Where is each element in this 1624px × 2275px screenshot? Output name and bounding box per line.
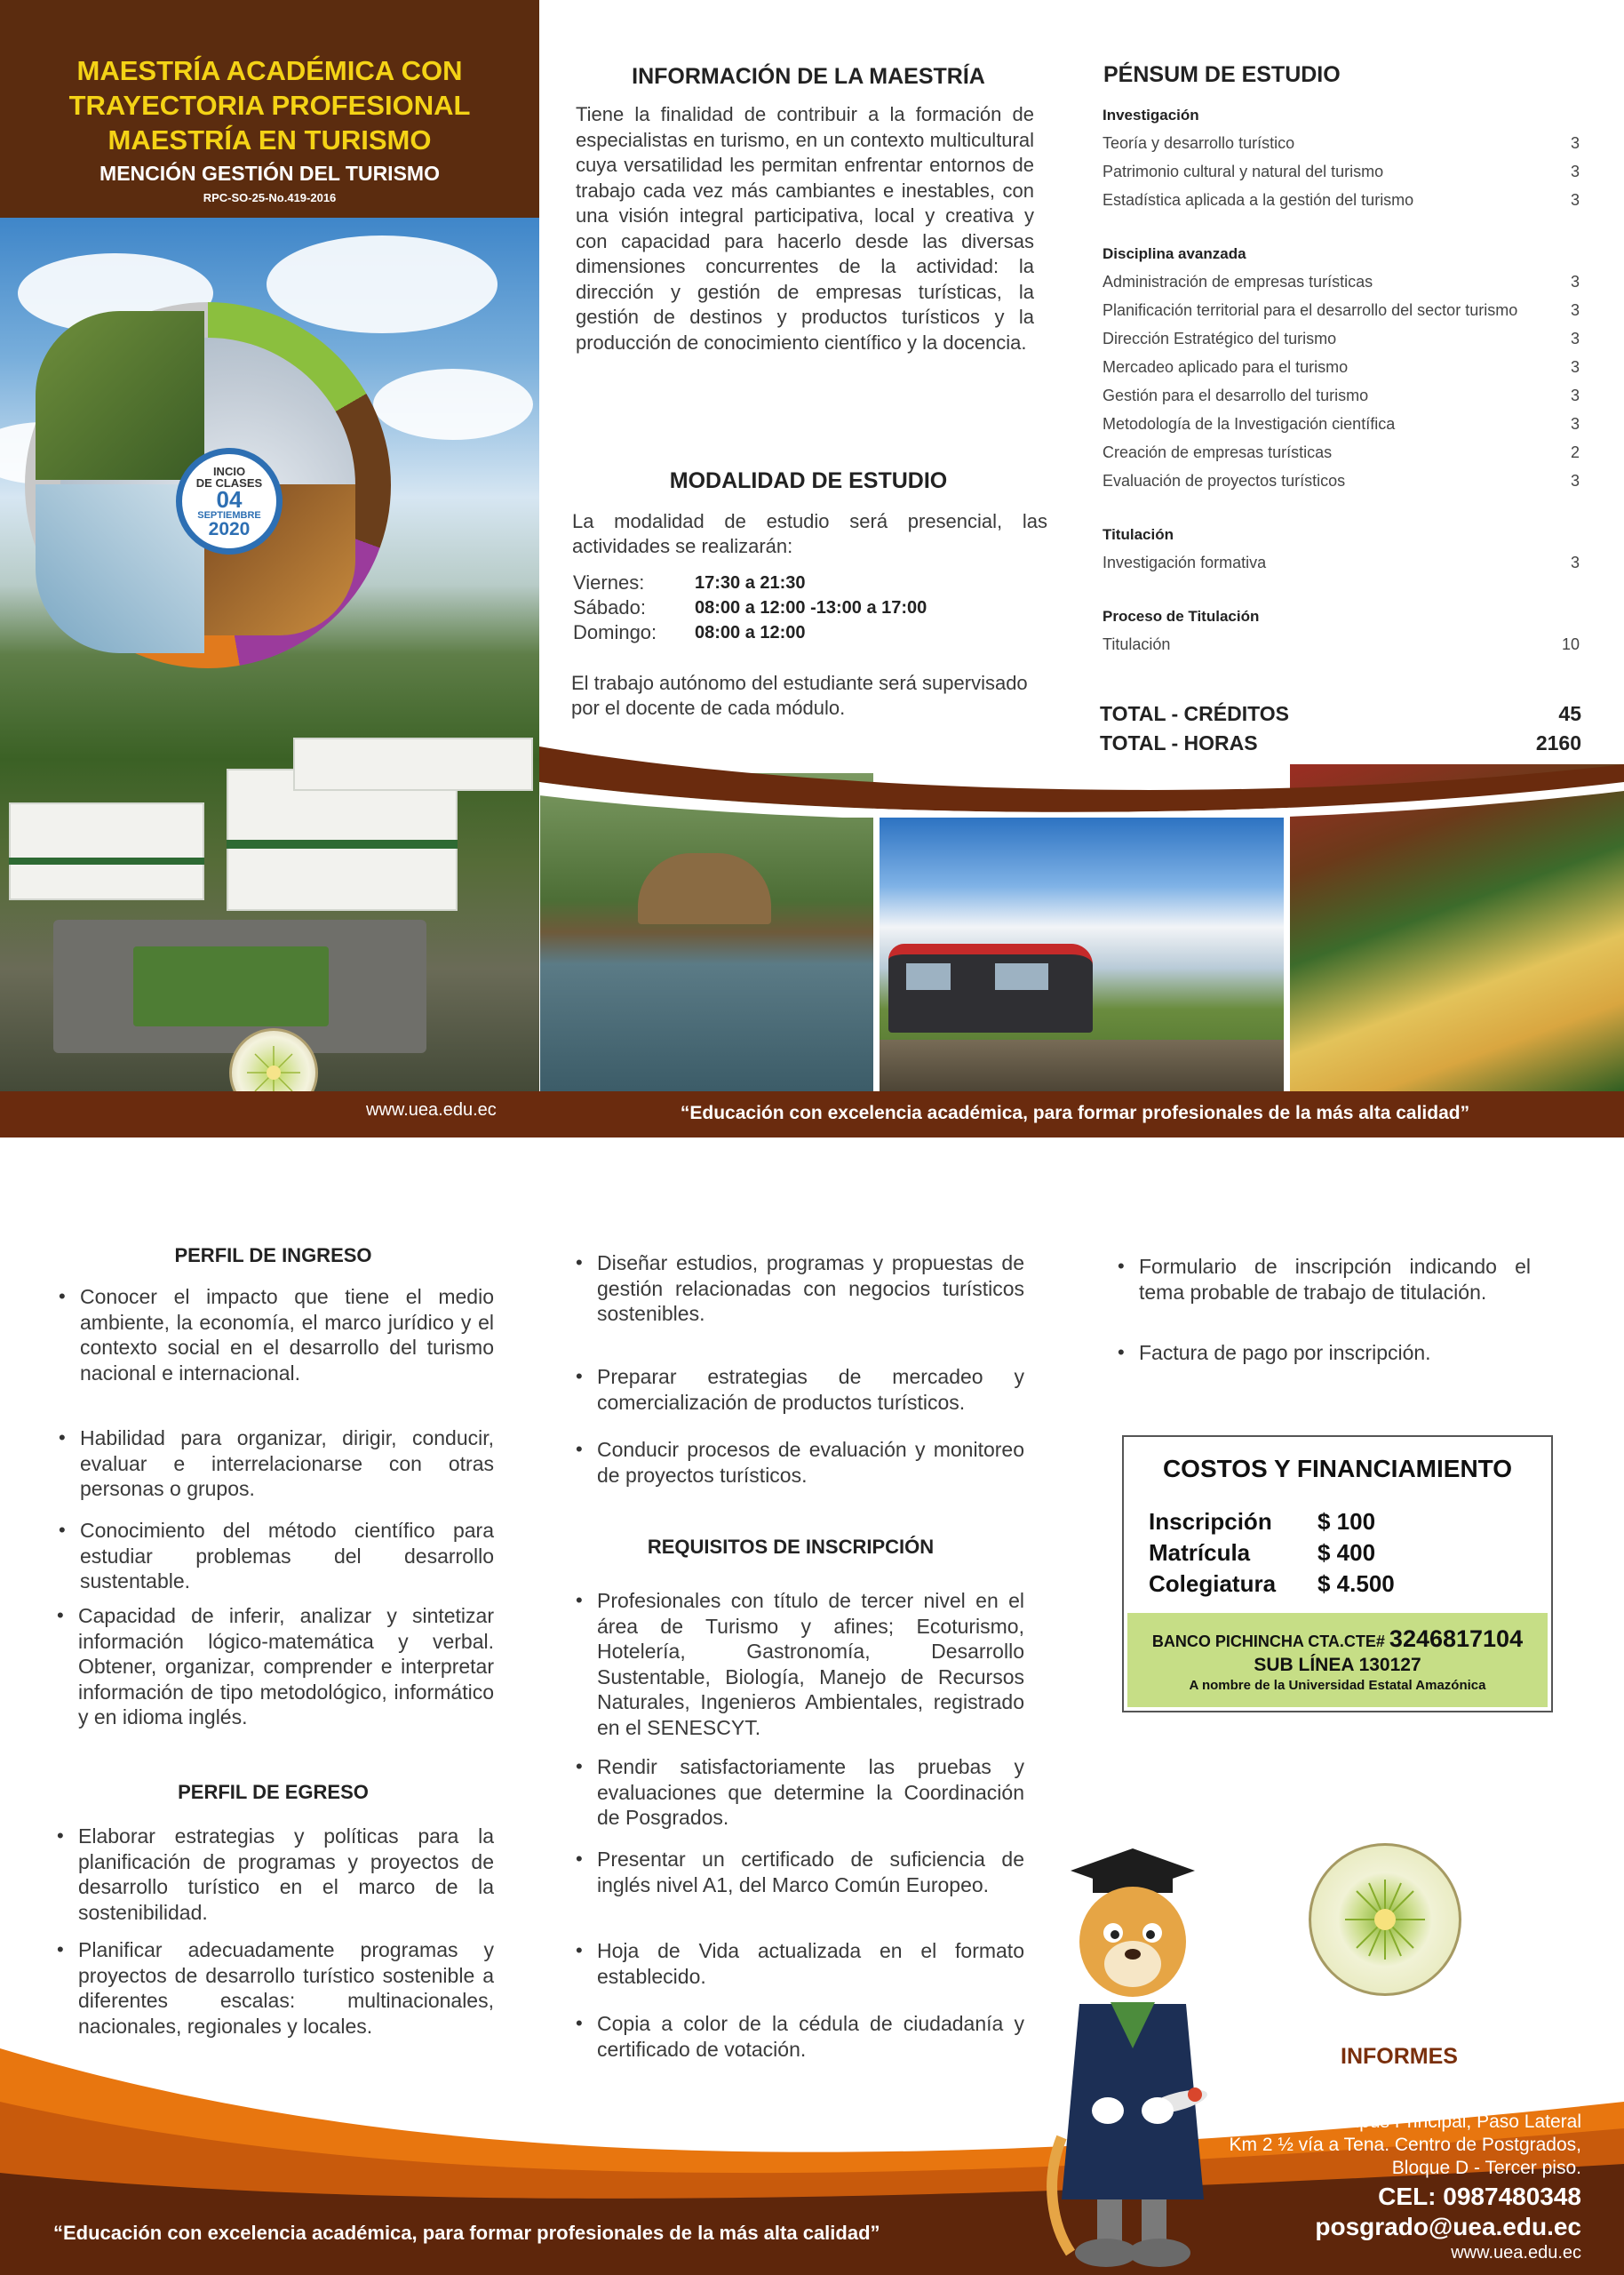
- badge-photo-landscape: [36, 311, 204, 480]
- subject-credits: 2: [1570, 443, 1580, 461]
- bullet-list: [59, 1518, 494, 1594]
- pensum-item: [1103, 438, 1580, 467]
- subject-name: Evaluación de proyectos turísticos: [1103, 472, 1346, 490]
- cost-label: Matrícula: [1149, 1539, 1251, 1566]
- list-item: • Capacidad de inferir, analizar y sintetizar información lógico-matemática y verbal. Obtener, organizar, comprender e interpretar información de tipo metodológico, informático y en idioma inglés.: [57, 1603, 494, 1730]
- list-item: • Copia a color de la cédula de ciudadanía y certificado de votación.: [576, 2011, 1024, 2062]
- list-item: • Formulario de inscripción indicando el tema probable de trabajo de titulación.: [1118, 1254, 1531, 1305]
- schedule-hours: 08:00 a 12:00: [695, 623, 806, 643]
- subject-name: Mercadeo aplicado para el turismo: [1103, 358, 1349, 376]
- info-paragraph: Tiene la finalidad de contribuir a la formación de especialistas en turismo, en un contexto multicultural cuya versatilidad les permitan enfrentar entornos de trabajo cada vez más cambiantes e inestables, con una visión integral participativa, local y creativa y con capacidad para hacerlo desde las diversas dimensiones concurrentes de la actividad: la dirección y gestión de empresas turísticas, la gestión de destinos y productos turísticos y la producción de conocimiento científico y la docencia.: [576, 103, 1034, 354]
- pensum-group-title: Proceso de Titulación: [1103, 608, 1260, 625]
- start-month: SEPTIEMBRE: [197, 510, 261, 521]
- brochure-header: [0, 0, 539, 218]
- bullet-list: [576, 1754, 1024, 1831]
- phone-number[interactable]: CEL: 0987480348: [1378, 2183, 1581, 2210]
- subject-credits: 3: [1570, 387, 1580, 404]
- total-credits-value: 45: [1558, 702, 1581, 725]
- pensum-item: [1103, 157, 1580, 186]
- subject-name: Titulación: [1103, 635, 1171, 653]
- subject-credits: 3: [1570, 330, 1580, 347]
- bullet-list: [57, 1603, 494, 1730]
- subject-name: Teoría y desarrollo turístico: [1103, 134, 1295, 152]
- list-item: • Elaborar estrategias y políticas para la planificación de programas y proyectos de desarrollo turístico en el marco de la sostenibilidad.: [57, 1824, 494, 1925]
- list-item: • Habilidad para organizar, dirigir, conducir, evaluar e interrelacionarse con otras personas o grupos.: [59, 1425, 494, 1502]
- subject-name: Dirección Estratégico del turismo: [1103, 330, 1337, 347]
- subject-name: Estadística aplicada a la gestión del turismo: [1103, 191, 1414, 209]
- subject-credits: 3: [1570, 301, 1580, 319]
- subject-credits: 10: [1561, 635, 1580, 653]
- list-item: • Conducir procesos de evaluación y monitoreo de proyectos turísticos.: [576, 1437, 1024, 1488]
- pensum-item: [1103, 467, 1580, 495]
- cost-value: $ 400: [1318, 1539, 1376, 1566]
- modality-note: El trabajo autónomo del estudiante será supervisado por el docente de cada módulo.: [571, 672, 1028, 719]
- informes-title: INFORMES: [1341, 2044, 1458, 2069]
- bullet-list: [576, 1847, 1024, 1897]
- list-item: • Diseñar estudios, programas y propuestas de gestión relacionadas con negocios turísticos sostenibles.: [576, 1250, 1024, 1327]
- schedule-hours: 17:30 a 21:30: [695, 573, 806, 593]
- brown-wave: [0, 746, 1624, 818]
- address-line: UEA-Campus Principal, Paso Lateral: [1275, 2111, 1581, 2132]
- schedule-table: [573, 571, 1053, 646]
- cost-row: [1149, 1570, 1504, 1600]
- schedule-day: Sábado:: [573, 596, 646, 619]
- subject-name: Administración de empresas turísticas: [1103, 273, 1373, 291]
- pensum-group-title: Investigación: [1103, 107, 1199, 124]
- pensum-list: [1103, 102, 1580, 659]
- list-item: • Planificar adecuadamente programas y proyectos de desarrollo turístico sostenible a diferentes escalas: multinacionales, nacionales, regionales y locales.: [57, 1937, 494, 2039]
- perfil-egreso-title: PERFIL DE EGRESO: [178, 1781, 369, 1803]
- modality-text: La modalidad de estudio será presencial, las actividades se realizarán:: [572, 510, 1047, 557]
- email-link[interactable]: posgrado@uea.edu.ec: [1315, 2213, 1581, 2240]
- bullet-list: [576, 1364, 1024, 1415]
- pensum-item: [1103, 381, 1580, 410]
- mention-subtitle: MENCIÓN GESTIÓN DEL TURISMO: [100, 162, 440, 185]
- bullet-list: [1118, 1254, 1531, 1305]
- schedule-row: [573, 571, 1053, 596]
- cost-row: [1149, 1539, 1504, 1569]
- cost-label: Inscripción: [1149, 1508, 1272, 1535]
- pensum-item: [1103, 186, 1580, 214]
- costs-box: [1122, 1435, 1553, 1712]
- modality-title: MODALIDAD DE ESTUDIO: [669, 468, 948, 493]
- cost-label: Colegiatura: [1149, 1570, 1277, 1597]
- pensum-item: [1103, 129, 1580, 157]
- university-seal-icon: [1309, 1843, 1461, 1996]
- pensum-item: [1103, 324, 1580, 353]
- subject-name: Gestión para el desarrollo del turismo: [1103, 387, 1369, 404]
- bank-subline: SUB LÍNEA 130127: [1254, 1655, 1421, 1675]
- pensum-item: [1103, 548, 1580, 577]
- subject-name: Creación de empresas turísticas: [1103, 443, 1333, 461]
- contact-info: [1137, 2111, 1581, 2263]
- start-day: 04: [216, 486, 243, 513]
- requisitos-title: REQUISITOS DE INSCRIPCIÓN: [647, 1536, 935, 1558]
- list-item: • Preparar estrategias de mercadeo y comercialización de productos turísticos.: [576, 1364, 1024, 1415]
- start-date-badge: [176, 448, 283, 555]
- list-item: • Presentar un certificado de suficiencia de inglés nivel A1, del Marco Común Europeo.: [576, 1847, 1024, 1897]
- total-hours-label: TOTAL - HORAS: [1100, 731, 1258, 754]
- bullet-list: [576, 1437, 1024, 1488]
- pensum-item: [1103, 630, 1580, 659]
- subject-name: Metodología de la Investigación científica: [1103, 415, 1396, 433]
- bank-info: [1127, 1613, 1548, 1707]
- list-item: • Factura de pago por inscripción.: [1118, 1340, 1531, 1366]
- costs-title: COSTOS Y FINANCIAMIENTO: [1162, 1455, 1513, 1482]
- title-line-1: MAESTRÍA ACADÉMICA CON: [76, 55, 463, 86]
- schedule-row: [573, 621, 1053, 646]
- bullet-list: [59, 1284, 494, 1385]
- schedule-day: Domingo:: [573, 621, 657, 643]
- bullet-list: [576, 1938, 1024, 1989]
- pensum-group-title: Disciplina avanzada: [1103, 245, 1246, 262]
- bullet-list: [59, 1425, 494, 1502]
- title-line-3: MAESTRÍA EN TURISMO: [107, 124, 432, 156]
- subject-credits: 3: [1570, 134, 1580, 152]
- bank-owner: A nombre de la Universidad Estatal Amazónica: [1189, 1678, 1486, 1693]
- bullet-list: [57, 1937, 494, 2039]
- start-label-1: INCIO: [212, 465, 246, 478]
- address-line: Km 2 ½ vía a Tena. Centro de Postgrados,: [1229, 2135, 1581, 2155]
- bullet-list: [576, 1250, 1024, 1327]
- pensum-item: [1103, 296, 1580, 324]
- pensum-item: [1103, 353, 1580, 381]
- river-lodge-photo: [540, 773, 873, 1091]
- subject-credits: 3: [1570, 415, 1580, 433]
- total-credits-label: TOTAL - CRÉDITOS: [1100, 702, 1289, 725]
- list-item: • Rendir satisfactoriamente las pruebas y evaluaciones que determine la Coordinación de Posgrados.: [576, 1754, 1024, 1831]
- list-item: • Conocimiento del método científico para estudiar problemas del desarrollo sustentable.: [59, 1518, 494, 1594]
- cost-value: $ 4.500: [1318, 1570, 1395, 1597]
- subject-credits: 3: [1570, 358, 1580, 376]
- bank-prefix: BANCO PICHINCHA CTA.CTE#: [1151, 1632, 1385, 1650]
- train-shape: [888, 944, 1093, 1033]
- pensum-title: PÉNSUM DE ESTUDIO: [1103, 62, 1341, 87]
- pensum-item: [1103, 267, 1580, 296]
- schedule-row: [573, 596, 1053, 621]
- schedule-day: Viernes:: [573, 571, 645, 594]
- subject-name: Planificación territorial para el desarrollo del sector turismo: [1103, 301, 1518, 319]
- list-item: • Profesionales con título de tercer nivel en el área de Turismo y afines; Ecoturismo, Hotelería, Gastronomía, Desarrollo Sustentable, Biología, Manejo de Recursos Naturales, Ingenieros Ambientales, registrado en el SENESCYT.: [576, 1588, 1024, 1740]
- perfil-ingreso-title: PERFIL DE INGRESO: [174, 1244, 372, 1266]
- subject-credits: 3: [1570, 163, 1580, 180]
- subject-credits: 3: [1570, 191, 1580, 209]
- list-item: • Conocer el impacto que tiene el medio ambiente, la economía, el marco jurídico y el contexto social en el desarrollo del turismo nacional e internacional.: [59, 1284, 494, 1385]
- cost-row: [1149, 1508, 1504, 1538]
- website-link[interactable]: www.uea.edu.ec: [366, 1100, 497, 1120]
- subject-credits: 3: [1570, 554, 1580, 571]
- cost-value: $ 100: [1318, 1508, 1376, 1535]
- subject-credits: 3: [1570, 472, 1580, 490]
- bullet-list: [57, 1824, 494, 1925]
- bullet-list: [576, 1588, 1024, 1740]
- total-hours-value: 2160: [1535, 731, 1581, 754]
- registration-code: RPC-SO-25-No.419-2016: [203, 191, 337, 204]
- rail-track: [880, 1040, 1284, 1091]
- start-year: 2020: [208, 519, 251, 539]
- bank-account: 3246817104: [1389, 1625, 1524, 1652]
- schedule-hours: 08:00 a 12:00 -13:00 a 17:00: [695, 598, 927, 618]
- website-link[interactable]: www.uea.edu.ec: [1451, 2243, 1581, 2263]
- pensum-group-title: Titulación: [1103, 526, 1174, 543]
- slogan: “Educación con excelencia académica, para formar profesionales de la más alta calidad”: [680, 1103, 1470, 1123]
- info-title: INFORMACIÓN DE LA MAESTRÍA: [632, 64, 985, 89]
- subject-credits: 3: [1570, 273, 1580, 291]
- pensum-item: [1103, 410, 1580, 438]
- bullet-list: [1118, 1340, 1531, 1366]
- subject-name: Patrimonio cultural y natural del turismo: [1103, 163, 1384, 180]
- title-line-2: TRAYECTORIA PROFESIONAL: [68, 90, 471, 121]
- footer-slogan: “Educación con excelencia académica, para formar profesionales de la más alta calidad”: [53, 2222, 880, 2244]
- subject-name: Investigación formativa: [1103, 554, 1267, 571]
- start-label-2: DE CLASES: [195, 476, 263, 490]
- list-item: • Hoja de Vida actualizada en el formato establecido.: [576, 1938, 1024, 1989]
- address-line: Bloque D - Tercer piso.: [1391, 2158, 1581, 2178]
